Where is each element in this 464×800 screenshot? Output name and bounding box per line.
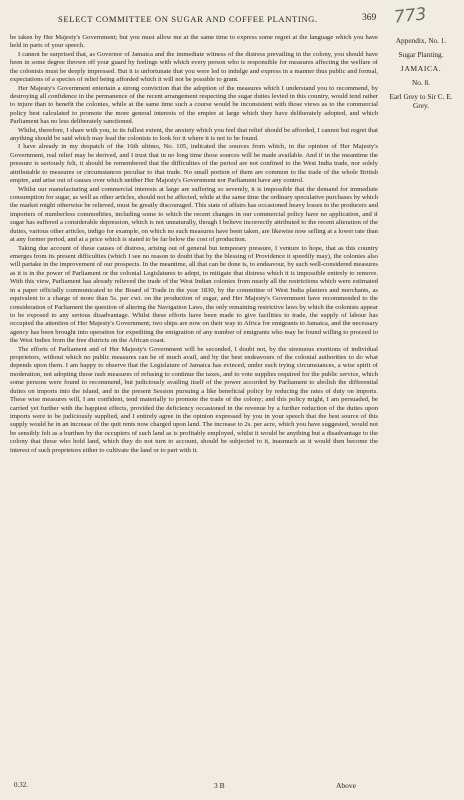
paragraph: I cannot be surprised that, as Governor of Jamaica and the immediate witness of the distress prevailing in the colony, you should have been in some degree thrown off your guard by feelings with which every person who is responsible for measures affecting the welfare of the colonists must be deeply impressed. But it is unfortunate that you were led to indulge and express in a manner thus public and formal, expectations of a species of relief being afforded which it will not be possible to grant. (10, 50, 378, 84)
paragraph: I have already in my despatch of the 16th ultimo, No. 105, indicated the sources from which, in the opinion of Her Majesty's Government, real relief may be derived, and I trust that in no long time those sources will be made available. And if in the meantime the pressure is seriously felt, it should be remembered that the difficulties of the period are not confined to the West India trade, nor solely attributable to measures or circumstances peculiar to that trade. No small portion of them are common to the trade of the whole British empire, and arise out of causes over which neither Her Majesty's Government nor Parliament have any control. (10, 143, 378, 185)
margin-letter: Earl Grey to Sir C. E. Grey. (389, 92, 453, 110)
handwritten-page-number: 773 (393, 4, 428, 28)
margin-appendix: Appendix, No. 1. (395, 36, 447, 45)
catchword: Above (336, 781, 356, 790)
margin-section: JAMAICA. (400, 64, 442, 73)
paragraph: be taken by Her Majesty's Government; but you must allow me at the same time to express some regret at the language which you have held in parts of your speech. (10, 34, 378, 50)
paragraph: The efforts of Parliament and of Her Majesty's Government will be seconded, I doubt not, by the strenuous exertions of individual proprietors, without which no public measures can be of much avail, and by the best endeavours of the colonial authorities to do what depends upon them. I am happy to observe that the Legislature of Jamaica has evinced, under such trying circumstances, a wise spirit of moderation, not adopting those rash measures of refusing to continue the taxes, and to vote supplies required for the public service, which some persons were found to recommend, but judiciously availing itself of the power accorded by Parliament to abolish the differential duties on imports into the island, and in the present Session pursuing a like beneficial policy by reducing the rates of duty on imports. These wise measures will, I am confident, tend materially to promote the trade of the colony; and this policy might, I am persuaded, be carried yet further with the happiest effects, provided the deficiency occasioned in the revenue by a further reduction of the duties upon imports were to be judiciously supplied, and I entirely agree in the opinion expressed by you in your speech that the best source of this supply would be in an increase of the quit rents now charged upon land. The increase to 2s. per acre, which you have suggested, would not be sensibly felt as a burthen by the occupiers of such land as is profitably employed, whilst it would be anything but a disadvantage to the colony that those who hold land, which they do not turn to account, should be subjected to it, inasmuch as it would then become the interest of such proprietors either to cultivate the land or to part with it. (10, 345, 378, 454)
footer-reference: 0.32. (14, 781, 28, 789)
paragraph: Taking due account of these causes of distress, arising out of general but temporary pressure, I venture to hope, that as this country emerges from its present difficulties (which I see no reason to doubt that by the blessing of Providence it speedily may), the colonies also will partake in the improvement of our prospects. In the meantime, all that can be done is, to endeavour, by such well-considered measures as it is in the power of Parliament or the colonial Legislatures to adopt, to mitigate that distress which it is impossible entirely to remove. With this view, Parliament has already relieved the trade of the West Indian colonies from nearly all the restrictions which were estimated in a paper officially communicated to the Board of Trade in the year 1830, by the committee of West India planters and merchants, as equivalent to a charge of more than 5s. per cwt. on the production of sugar, and Her Majesty's Government have recommended to the consideration of Parliament the question of altering the Navigation Laws, the only remaining restrictive laws by which the colonists appear to be exposed to any serious disadvantage. Whilst these efforts have been made to give facilities to trade, the supply of labour has occupied the attention of Her Majesty's Government; two ships are now on their way to Africa for emigrants to Jamaica, and the necessary agency has been brought into operation for expediting the emigration of any number of emigrants who may be found willing to proceed to the West Indies from the free districts on the African coast. (10, 244, 378, 345)
signature-mark: 3 B (214, 781, 225, 790)
paragraph: Her Majesty's Government entertain a strong conviction that the adoption of the measures which I understand you to recommend, by destroying all confidence in the permanence of the recent arrangement respecting the sugar duties levied in this country, would tend rather to injure than to benefit the colonies, while at the same time such a course would be inconsistent with those views as to the commercial policy best calculated to promote the more general interests of the empire at large which they have deliberately adopted, and which Parliament has no less deliberately sanctioned. (10, 84, 378, 126)
paragraph: Whilst, therefore, I share with you, to its fullest extent, the anxiety which you feel that relief should be afforded, I cannot but regret that anything should be said which may lead the colonists to look for it where it is not to be found. (10, 126, 378, 143)
margin-notes (382, 36, 460, 115)
margin-number: No. 8. (411, 78, 431, 87)
paragraph: Whilst our manufacturing and commercial interests at large are suffering so severely, it is impossible that the demand for immediate consumption for sugar, as well as other articles, should not be affected, while at the same time the ordinary speculative purchases by which the market might otherwise be relieved, must be greatly discouraged. This state of affairs has occasioned heavy losses to the producers and importers of numberless commodities, including some to which the recent changes in our commercial policy have no application, and if sugar has suffered a considerable depression, which is not unnaturally, though I believe incorrectly attributed to the recent alteration of the duties, various other articles, indigo for example, on which no such measures have been taken, are likewise now selling at a lower rate than at any former period, and at a price which is stated to be far below the cost of production. (10, 185, 378, 244)
running-header: SELECT COMMITTEE ON SUGAR AND COFFEE PLANTING. (58, 14, 318, 24)
page-number: 369 (362, 13, 377, 23)
main-text (10, 34, 378, 455)
margin-subject: Sugar Planting. (398, 50, 444, 59)
